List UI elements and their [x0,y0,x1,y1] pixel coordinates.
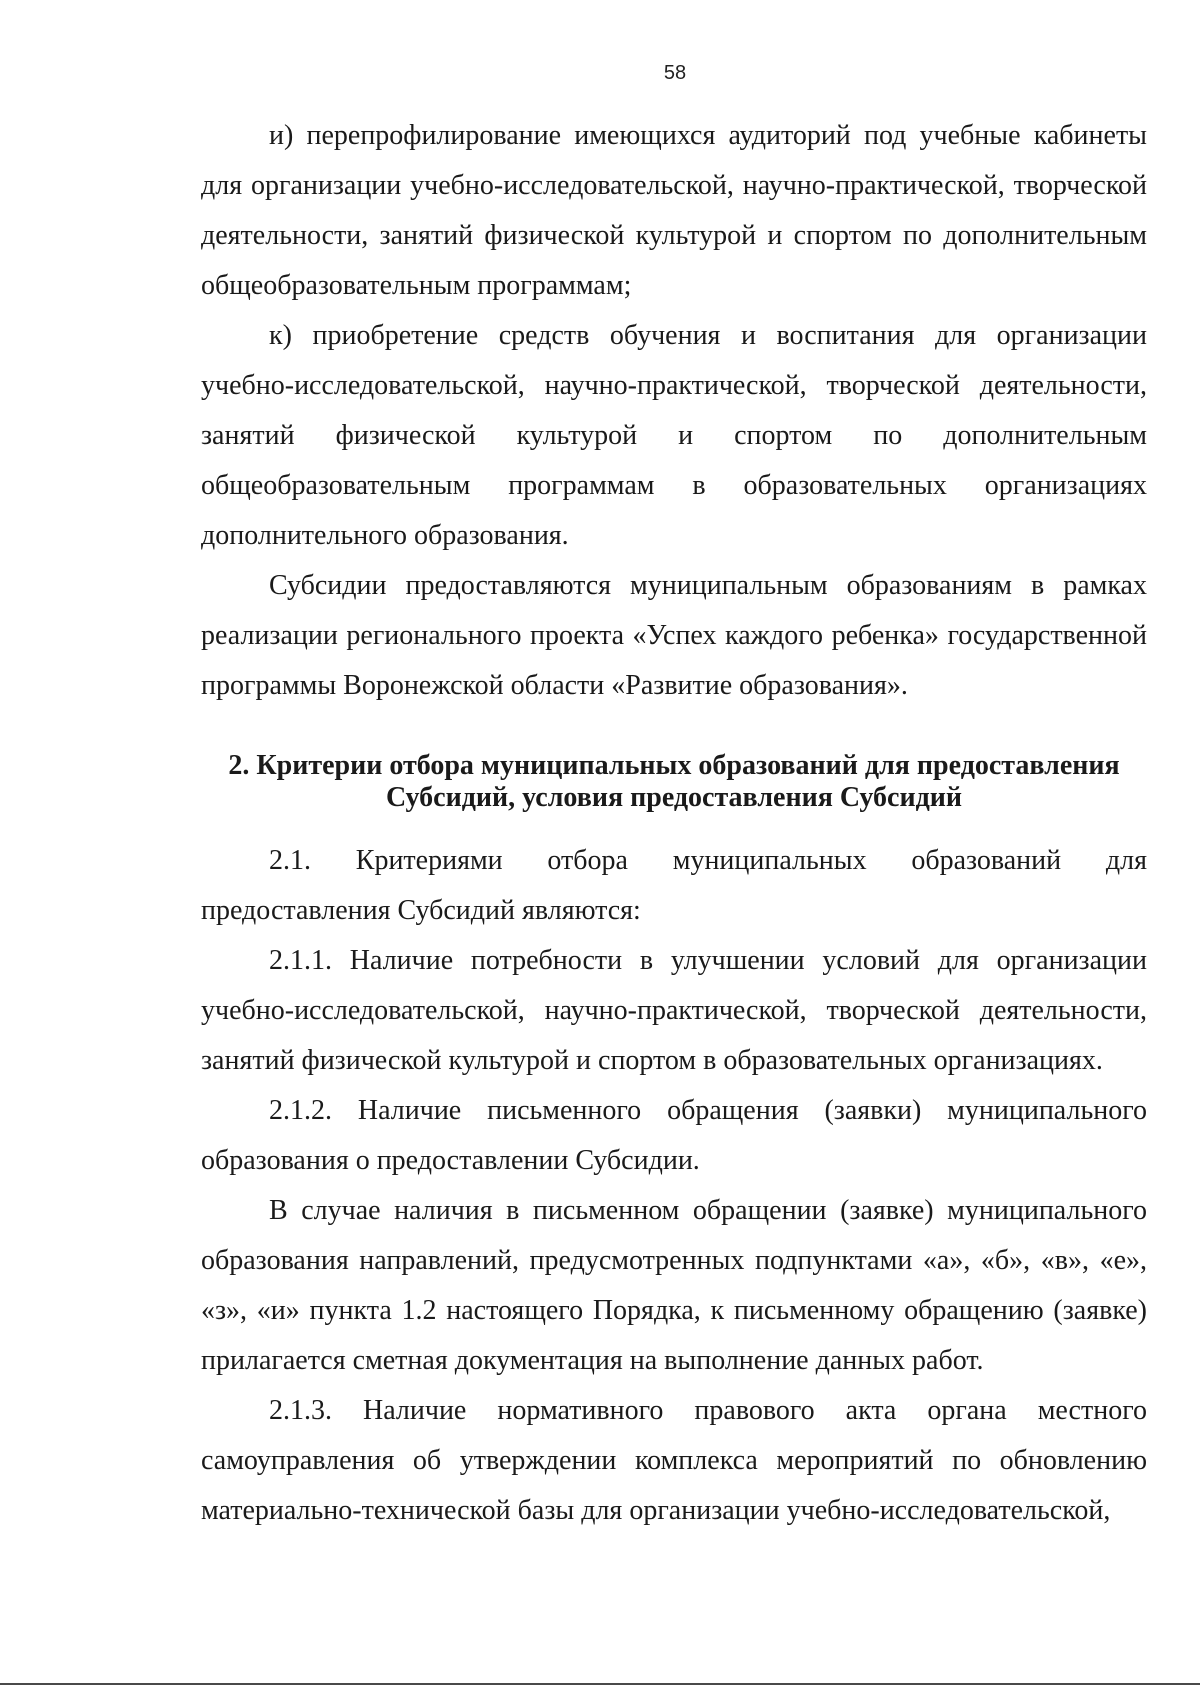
paragraph-estimate-note: В случае наличия в письменном обращении (заявке) муниципального образования направлений, предусмотренных подпунктами «а», «б», «в», «е», «з», «и» пункта 1.2 настоящего Порядка, к письменному обращению (заявке) прилагается сметная документация на выполнение данных работ. [201,1195,1147,1376]
paragraph-2-1-3: 2.1.3. Наличие нормативного правового акта органа местного самоуправления об утверждении комплекса мероприятий по обновлению материально-технической базы для организации учебно-исследовательской, [201,1395,1147,1526]
intro-text [201,111,1147,711]
paragraph-item-i: и) перепрофилирование имеющихся аудиторий под учебные кабинеты для организации учебно-исследовательской, научно-практической, творческой деятельности, занятий физической культурой и спортом по дополнительным общеобразовательным программам; [201,120,1147,301]
page-number: 58 [663,62,687,84]
paragraph-subsidies: Субсидии предоставляются муниципальным образованиям в рамках реализации регионального проекта «Успех каждого ребенка» государственной программы Воронежской области «Развитие образования». [201,570,1147,701]
bottom-scan-line [0,1683,1200,1685]
paragraph-2-1-1: 2.1.1. Наличие потребности в улучшении условий для организации учебно-исследовательской, научно-практической, творческой деятельности, занятий физической культурой и спортом в образовательных организациях. [201,945,1147,1076]
section-heading [201,750,1147,814]
paragraph-item-k: к) приобретение средств обучения и воспитания для организации учебно-исследовательской, научно-практической, творческой деятельности, занятий физической культурой и спортом по дополнительным общеобразовательным программам в образовательных организациях дополнительного образования. [201,320,1147,551]
section-heading-line-2: Субсидий, условия предоставления Субсидий [385,782,963,813]
section-heading-line-1: 2. Критерии отбора муниципальных образований для предоставления [228,750,1120,781]
section-2 [201,750,1147,1536]
paragraph-2-1: 2.1. Критериями отбора муниципальных образований для предоставления Субсидий являются: [201,845,1147,926]
paragraph-2-1-2: 2.1.2. Наличие письменного обращения (заявки) муниципального образования о предоставлении Субсидии. [201,1095,1147,1176]
